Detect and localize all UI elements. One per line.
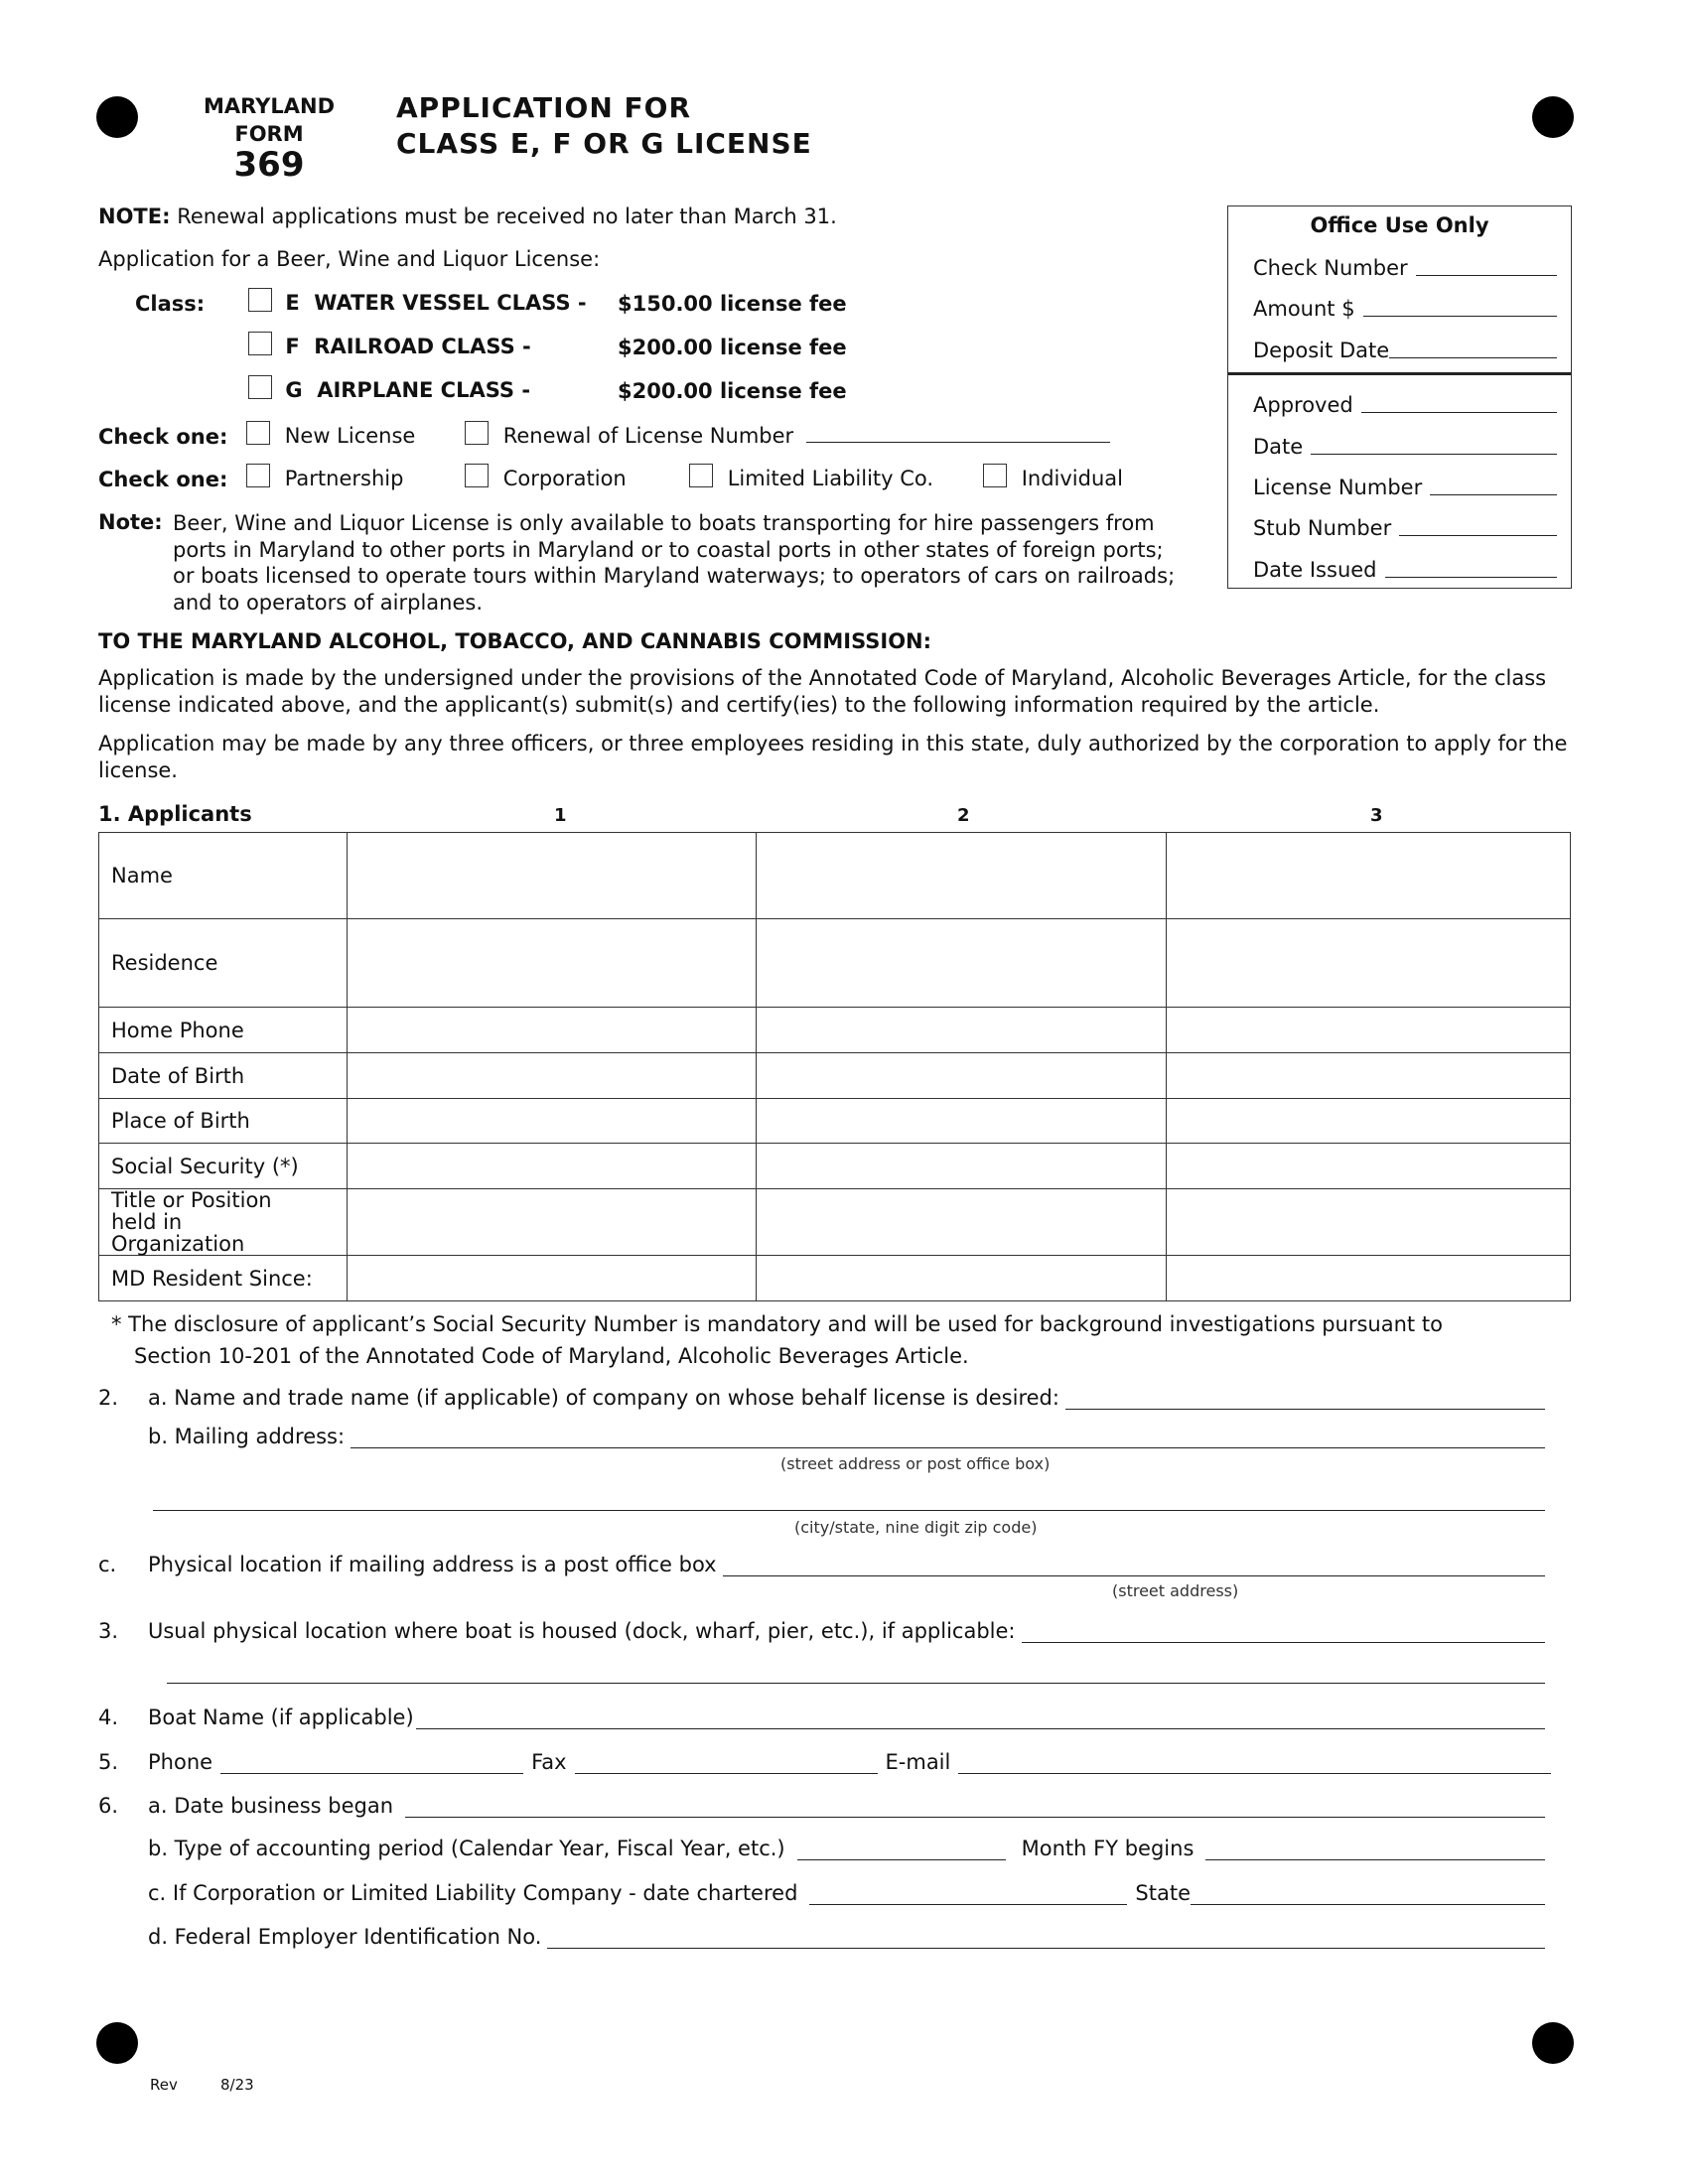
class-g-checkbox[interactable] bbox=[248, 375, 272, 399]
email-field[interactable] bbox=[958, 1754, 1551, 1774]
date-business-began-field[interactable] bbox=[405, 1798, 1545, 1818]
city-state-zip-field[interactable] bbox=[153, 1510, 1545, 1511]
stub-number-field[interactable] bbox=[1399, 516, 1557, 536]
check-number-field[interactable] bbox=[1416, 256, 1557, 276]
applicant-cell[interactable] bbox=[1167, 1008, 1571, 1053]
caption: (street address) bbox=[1112, 1581, 1239, 1600]
note-text: Renewal applications must be received no later than March 31. bbox=[177, 205, 837, 228]
month-fy-begins-field[interactable] bbox=[1205, 1841, 1545, 1860]
column-header: 3 bbox=[1370, 805, 1383, 826]
class-e-fee: $150.00 license fee bbox=[618, 292, 847, 316]
table-row: Residence bbox=[99, 919, 1571, 1008]
table-row: Title or Position held in Organization bbox=[99, 1189, 1571, 1256]
company-name-field[interactable] bbox=[1065, 1390, 1545, 1410]
renewal-checkbox[interactable] bbox=[465, 421, 489, 445]
applicant-cell[interactable] bbox=[757, 1189, 1167, 1256]
fax-field[interactable] bbox=[575, 1754, 878, 1774]
caption: (city/state, nine digit zip code) bbox=[794, 1518, 1038, 1537]
column-header: 1 bbox=[554, 805, 567, 826]
applicant-cell[interactable] bbox=[348, 1008, 757, 1053]
boat-location-field-2[interactable] bbox=[167, 1683, 1545, 1684]
amount-field[interactable] bbox=[1363, 297, 1557, 317]
applicant-cell[interactable] bbox=[348, 919, 757, 1008]
applicant-cell[interactable] bbox=[757, 919, 1167, 1008]
date-issued-field[interactable] bbox=[1385, 558, 1557, 578]
applicant-cell[interactable] bbox=[1167, 1189, 1571, 1256]
caption: (street address or post office box) bbox=[780, 1454, 1051, 1473]
new-license-checkbox[interactable] bbox=[246, 421, 270, 445]
individual-checkbox[interactable] bbox=[983, 464, 1007, 487]
applicant-cell[interactable] bbox=[757, 833, 1167, 919]
ssn-footnote-cont: Section 10-201 of the Annotated Code of Maryland, Alcoholic Beverages Article. bbox=[134, 1344, 969, 1368]
applicant-cell[interactable] bbox=[1167, 919, 1571, 1008]
corporation-checkbox[interactable] bbox=[465, 464, 489, 487]
applicant-cell[interactable] bbox=[757, 1053, 1167, 1099]
punch-hole-mark bbox=[96, 96, 138, 138]
applicant-cell[interactable] bbox=[757, 1099, 1167, 1144]
state-field[interactable] bbox=[1191, 1885, 1545, 1905]
column-header: 2 bbox=[957, 805, 970, 826]
note-label: NOTE: bbox=[98, 205, 171, 228]
fein-field[interactable] bbox=[547, 1929, 1545, 1949]
deposit-date-field[interactable] bbox=[1389, 339, 1557, 358]
paragraph-provisions: Application is made by the undersigned under the provisions of the Annotated Code of Maryland, Alcoholic Beverages Article, for the class license indicated above, and the applicant(s) submit(s) and certify(ies) to the following information required by the article. bbox=[98, 666, 1547, 717]
class-e-checkbox[interactable] bbox=[248, 288, 272, 312]
note2-text: Beer, Wine and Liquor License is only available to boats transporting for hire passengers from ports in Maryland to other ports in Maryland or to coastal ports in other states of foreign ports; or boats licensed to operate tours within Maryland waterways; to operators of cars on railroads; and to operators of airplanes. bbox=[173, 511, 1176, 614]
phone-field[interactable] bbox=[220, 1754, 523, 1774]
applicant-cell[interactable] bbox=[348, 1099, 757, 1144]
boat-name-field[interactable] bbox=[416, 1709, 1545, 1729]
accounting-period-field[interactable] bbox=[797, 1841, 1006, 1860]
applicant-cell[interactable] bbox=[757, 1008, 1167, 1053]
commission-heading: TO THE MARYLAND ALCOHOL, TOBACCO, AND CANNABIS COMMISSION: bbox=[98, 629, 932, 653]
class-f-checkbox[interactable] bbox=[248, 332, 272, 355]
llc-checkbox[interactable] bbox=[689, 464, 713, 487]
applicants-title: 1. Applicants bbox=[98, 802, 252, 826]
punch-hole-mark bbox=[1532, 96, 1574, 138]
punch-hole-mark bbox=[96, 2022, 138, 2064]
divider bbox=[1228, 372, 1571, 375]
physical-location-field[interactable] bbox=[723, 1557, 1545, 1576]
class-option-e: E WATER VESSEL CLASS - bbox=[248, 288, 587, 315]
revision-date: 8/23 bbox=[220, 2076, 254, 2094]
partnership-checkbox[interactable] bbox=[246, 464, 270, 487]
page-title: APPLICATION FOR bbox=[396, 91, 692, 124]
table-row: MD Resident Since: bbox=[99, 1256, 1571, 1301]
table-row: Place of Birth bbox=[99, 1099, 1571, 1144]
form-state: MARYLAND bbox=[203, 94, 336, 118]
page-subtitle: CLASS E, F OR G LICENSE bbox=[396, 127, 812, 160]
office-use-box: Office Use Only Check Number Amount $ Deposit Date Approved Date License Number Stub Number Date Issued bbox=[1227, 205, 1572, 589]
applicants-table bbox=[98, 832, 1571, 1301]
class-f-fee: $200.00 license fee bbox=[618, 336, 847, 359]
renewal-number-field[interactable] bbox=[806, 423, 1110, 443]
check-one-label: Check one: bbox=[98, 425, 228, 449]
class-option-g: G AIRPLANE CLASS - bbox=[248, 375, 530, 402]
class-label: Class: bbox=[135, 292, 206, 316]
punch-hole-mark bbox=[1532, 2022, 1574, 2064]
applicant-cell[interactable] bbox=[757, 1144, 1167, 1189]
ssn-footnote: * The disclosure of applicant’s Social Security Number is mandatory and will be used for background investigations pursuant to bbox=[111, 1312, 1443, 1336]
applicant-cell[interactable] bbox=[348, 1189, 757, 1256]
application-for: Application for a Beer, Wine and Liquor License: bbox=[98, 247, 601, 271]
mailing-address-field[interactable] bbox=[351, 1429, 1545, 1448]
applicant-cell[interactable] bbox=[1167, 833, 1571, 919]
applicant-cell[interactable] bbox=[348, 833, 757, 919]
applicant-cell[interactable] bbox=[757, 1256, 1167, 1301]
applicant-cell[interactable] bbox=[1167, 1099, 1571, 1144]
renewal-label: Renewal of License Number bbox=[502, 424, 794, 448]
license-number-field[interactable] bbox=[1430, 476, 1557, 495]
applicant-cell[interactable] bbox=[1167, 1053, 1571, 1099]
form-number: 369 bbox=[233, 145, 305, 185]
table-row: Social Security (*) bbox=[99, 1144, 1571, 1189]
applicant-cell[interactable] bbox=[348, 1053, 757, 1099]
applicant-cell[interactable] bbox=[348, 1144, 757, 1189]
new-license-label: New License bbox=[284, 424, 416, 448]
check-one-label: Check one: bbox=[98, 468, 228, 491]
class-g-fee: $200.00 license fee bbox=[618, 379, 847, 403]
form-label: FORM bbox=[234, 122, 304, 146]
revision-label: Rev bbox=[150, 2076, 178, 2094]
applicant-cell[interactable] bbox=[348, 1256, 757, 1301]
approved-field[interactable] bbox=[1361, 393, 1557, 413]
date-chartered-field[interactable] bbox=[809, 1885, 1127, 1905]
table-row: Home Phone bbox=[99, 1008, 1571, 1053]
note2-label: Note: bbox=[98, 510, 163, 534]
office-title: Office Use Only bbox=[1310, 213, 1489, 237]
paragraph-officers: Application may be made by any three officers, or three employees residing in this state, duly authorized by the corporation to apply for the license. bbox=[98, 732, 1568, 782]
table-row: Date of Birth bbox=[99, 1053, 1571, 1099]
date-field[interactable] bbox=[1311, 435, 1557, 455]
boat-location-field[interactable] bbox=[1022, 1623, 1546, 1643]
class-option-f: F RAILROAD CLASS - bbox=[248, 332, 531, 358]
applicant-cell[interactable] bbox=[1167, 1144, 1571, 1189]
table-row: Name bbox=[99, 833, 1571, 919]
applicant-cell[interactable] bbox=[1167, 1256, 1571, 1301]
